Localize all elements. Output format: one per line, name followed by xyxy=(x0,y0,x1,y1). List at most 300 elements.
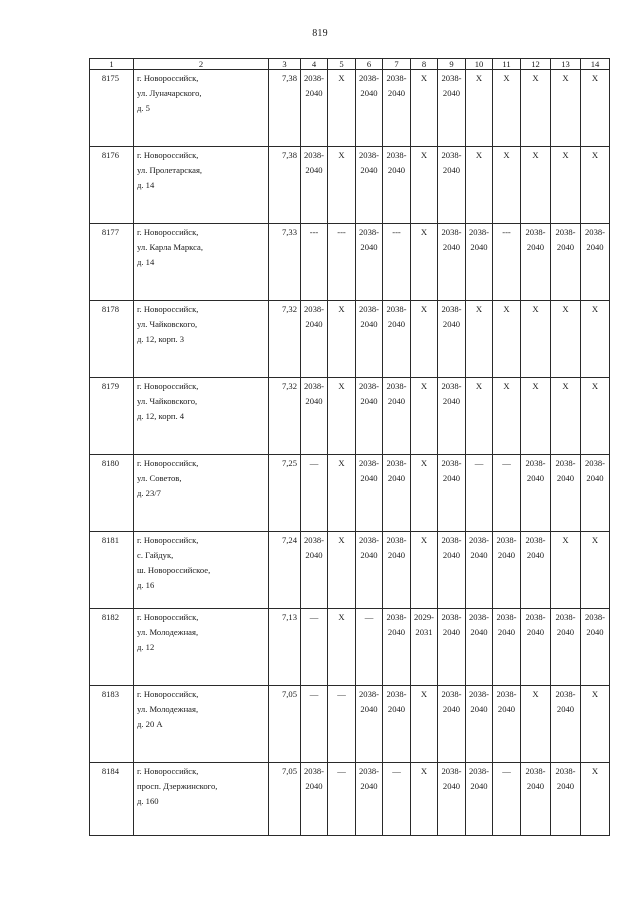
period-text: --- xyxy=(309,227,319,237)
period-cell-col-12 xyxy=(521,301,551,378)
period-text: --- xyxy=(337,227,346,237)
period-cell-col-4 xyxy=(301,686,328,763)
period-text: X xyxy=(475,381,483,391)
value-cell: 7,33 xyxy=(269,224,301,301)
period-text: 2040 xyxy=(442,319,461,329)
period-cell-col-10 xyxy=(466,609,493,686)
period-cell-col-14 xyxy=(581,763,610,836)
period-text: 2038- xyxy=(303,304,325,314)
column-header-5: 5 xyxy=(328,59,356,70)
period-text: 2040 xyxy=(526,550,545,560)
period-text: X xyxy=(532,381,539,391)
period-text: 2040 xyxy=(442,473,461,483)
row-number: 8181 xyxy=(90,532,134,609)
period-text: 2038- xyxy=(358,689,380,699)
period-cell-col-7 xyxy=(383,147,411,224)
period-text: X xyxy=(420,381,428,391)
column-header-11: 11 xyxy=(493,59,521,70)
period-cell-col-10 xyxy=(466,224,493,301)
period-text: 2038- xyxy=(303,766,325,776)
period-text: 2038- xyxy=(468,227,490,237)
period-text: X xyxy=(532,150,539,160)
period-cell-col-8 xyxy=(411,301,438,378)
address-line: г. Новороссийск, xyxy=(137,612,199,622)
period-cell-col-14 xyxy=(581,378,610,455)
period-text: X xyxy=(475,150,483,160)
period-text: 2038- xyxy=(441,73,462,83)
period-cell-col-4 xyxy=(301,224,328,301)
period-cell-col-5 xyxy=(328,686,356,763)
table-row xyxy=(90,378,610,455)
address-line: г. Новороссийск, xyxy=(137,227,199,237)
page-number: 819 xyxy=(312,28,328,39)
period-text: — xyxy=(502,458,511,468)
period-text: X xyxy=(562,535,569,545)
period-cell-col-14 xyxy=(581,532,610,609)
period-text: 2040 xyxy=(442,704,461,714)
period-text: X xyxy=(591,381,599,391)
period-text: 2038- xyxy=(496,612,517,622)
period-cell-col-10 xyxy=(466,455,493,532)
period-cell-col-13 xyxy=(551,224,581,301)
period-cell-col-8 xyxy=(411,532,438,609)
period-text: 2038- xyxy=(358,458,380,468)
table-row xyxy=(90,686,610,763)
period-cell-col-5 xyxy=(328,378,356,455)
period-cell-col-13 xyxy=(551,147,581,224)
period-cell-col-5 xyxy=(328,224,356,301)
period-text: X xyxy=(532,689,539,699)
period-cell-col-11 xyxy=(493,455,521,532)
period-cell-col-11 xyxy=(493,70,521,147)
table-row xyxy=(90,147,610,224)
period-cell-col-14 xyxy=(581,455,610,532)
period-text: 2040 xyxy=(586,242,604,252)
row-number: 8183 xyxy=(90,686,134,763)
period-text: X xyxy=(338,535,345,545)
period-text: 2038- xyxy=(441,612,462,622)
period-text: X xyxy=(338,381,345,391)
period-text: 2038- xyxy=(496,535,517,545)
period-cell-col-9 xyxy=(438,147,466,224)
address-line: г. Новороссийск, xyxy=(137,381,199,391)
address-line: ул. Пролетарская, xyxy=(137,165,203,175)
period-text: 2040 xyxy=(387,473,406,483)
address-line: г. Новороссийск, xyxy=(137,304,199,314)
period-cell-col-8 xyxy=(411,609,438,686)
period-cell-col-7 xyxy=(383,686,411,763)
column-header-6: 6 xyxy=(356,59,383,70)
address-line: д. 160 xyxy=(137,796,159,806)
period-text: X xyxy=(591,150,599,160)
address-line: ул. Карла Маркса, xyxy=(137,242,203,252)
period-text: X xyxy=(420,689,428,699)
period-text: 2040 xyxy=(305,781,323,791)
period-cell-col-4 xyxy=(301,532,328,609)
period-cell-col-7 xyxy=(383,301,411,378)
period-text: 2040 xyxy=(526,781,545,791)
period-cell-col-13 xyxy=(551,609,581,686)
period-cell-col-12 xyxy=(521,763,551,836)
table-row xyxy=(90,763,610,836)
row-number: 8175 xyxy=(90,70,134,147)
table-row xyxy=(90,301,610,378)
period-text: — xyxy=(309,458,319,468)
address-line: ул. Чайковского, xyxy=(137,396,198,406)
period-cell-col-10 xyxy=(466,147,493,224)
period-text: X xyxy=(562,304,569,314)
period-cell-col-10 xyxy=(466,301,493,378)
address-line: д. 20 А xyxy=(137,719,163,729)
period-text: 2038- xyxy=(468,689,490,699)
period-text: 2038- xyxy=(441,381,462,391)
period-text: 2040 xyxy=(556,242,575,252)
period-text: 2040 xyxy=(556,627,575,637)
period-cell-col-4 xyxy=(301,609,328,686)
register-table xyxy=(89,58,610,836)
row-number: 8178 xyxy=(90,301,134,378)
column-header-8: 8 xyxy=(411,59,438,70)
period-cell-col-7 xyxy=(383,532,411,609)
period-text: X xyxy=(562,381,569,391)
period-text: X xyxy=(338,458,345,468)
period-cell-col-4 xyxy=(301,70,328,147)
period-cell-col-12 xyxy=(521,378,551,455)
address-line: ул. Молодежная, xyxy=(137,704,199,714)
period-text: 2040 xyxy=(387,550,406,560)
period-text: 2038- xyxy=(358,535,380,545)
period-text: X xyxy=(338,150,345,160)
period-text: 2038- xyxy=(584,227,606,237)
row-number: 8179 xyxy=(90,378,134,455)
period-text: --- xyxy=(392,227,401,237)
period-text: 2038- xyxy=(555,227,576,237)
period-text: 2029- xyxy=(413,612,435,622)
value-cell: 7,38 xyxy=(269,70,301,147)
period-text: 2038- xyxy=(496,689,517,699)
period-text: 2038- xyxy=(525,612,546,622)
address-line: г. Новороссийск, xyxy=(137,689,199,699)
period-text: 2040 xyxy=(360,396,378,406)
period-text: X xyxy=(503,73,510,83)
period-text: X xyxy=(420,227,428,237)
period-cell-col-14 xyxy=(581,147,610,224)
period-cell-col-12 xyxy=(521,70,551,147)
value-cell: 7,24 xyxy=(269,532,301,609)
period-cell-col-8 xyxy=(411,378,438,455)
period-cell-col-6 xyxy=(356,455,383,532)
period-text: 2040 xyxy=(442,396,461,406)
period-text: 2038- xyxy=(386,381,407,391)
period-text: 2040 xyxy=(526,627,545,637)
period-cell-col-12 xyxy=(521,609,551,686)
period-cell-col-13 xyxy=(551,532,581,609)
period-text: 2038- xyxy=(525,766,546,776)
period-text: 2040 xyxy=(387,396,406,406)
period-text: 2038- xyxy=(386,150,407,160)
column-header-9: 9 xyxy=(438,59,466,70)
period-text: 2040 xyxy=(470,627,488,637)
period-text: 2038- xyxy=(303,73,325,83)
column-header-2: 2 xyxy=(134,59,269,70)
period-cell-col-8 xyxy=(411,224,438,301)
address-cell xyxy=(134,455,269,532)
period-text: X xyxy=(420,458,428,468)
period-cell-col-12 xyxy=(521,455,551,532)
period-text: X xyxy=(532,73,539,83)
row-number: 8184 xyxy=(90,763,134,836)
period-cell-col-7 xyxy=(383,609,411,686)
period-cell-col-4 xyxy=(301,301,328,378)
period-cell-col-5 xyxy=(328,301,356,378)
address-cell xyxy=(134,378,269,455)
table-body xyxy=(90,70,610,836)
period-cell-col-11 xyxy=(493,532,521,609)
period-text: 2038- xyxy=(555,689,576,699)
period-cell-col-6 xyxy=(356,70,383,147)
period-text: 2038- xyxy=(441,304,462,314)
period-cell-col-11 xyxy=(493,224,521,301)
period-cell-col-13 xyxy=(551,378,581,455)
address-line: д. 23/7 xyxy=(137,488,161,498)
period-text: 2040 xyxy=(387,627,406,637)
period-text: 2040 xyxy=(586,473,604,483)
period-text: X xyxy=(591,689,599,699)
period-text: X xyxy=(562,73,569,83)
period-cell-col-6 xyxy=(356,147,383,224)
period-text: X xyxy=(591,766,599,776)
column-header-14: 14 xyxy=(581,59,610,70)
address-line: ул. Луначарского, xyxy=(137,88,202,98)
period-cell-col-7 xyxy=(383,763,411,836)
period-cell-col-4 xyxy=(301,378,328,455)
period-text: 2040 xyxy=(360,319,378,329)
period-cell-col-12 xyxy=(521,686,551,763)
period-text: X xyxy=(503,381,510,391)
period-cell-col-11 xyxy=(493,609,521,686)
row-number: 8176 xyxy=(90,147,134,224)
period-text: 2040 xyxy=(442,781,461,791)
period-text: --- xyxy=(502,227,511,237)
period-text: 2038- xyxy=(525,458,546,468)
address-cell xyxy=(134,763,269,836)
period-cell-col-10 xyxy=(466,763,493,836)
period-text: 2038- xyxy=(303,150,325,160)
address-line: г. Новороссийск, xyxy=(137,535,199,545)
period-cell-col-12 xyxy=(521,147,551,224)
period-cell-col-12 xyxy=(521,224,551,301)
address-cell xyxy=(134,686,269,763)
column-header-3: 3 xyxy=(269,59,301,70)
period-text: 2040 xyxy=(470,704,488,714)
period-cell-col-14 xyxy=(581,301,610,378)
address-line: д. 12 xyxy=(137,642,155,652)
period-text: 2038- xyxy=(441,227,462,237)
period-cell-col-7 xyxy=(383,455,411,532)
table-row xyxy=(90,224,610,301)
period-cell-col-8 xyxy=(411,686,438,763)
period-text: 2040 xyxy=(305,165,323,175)
address-line: ул. Молодежная, xyxy=(137,627,199,637)
period-text: 2038- xyxy=(441,150,462,160)
period-cell-col-9 xyxy=(438,455,466,532)
period-cell-col-5 xyxy=(328,70,356,147)
period-cell-col-4 xyxy=(301,763,328,836)
period-text: X xyxy=(532,304,539,314)
address-cell xyxy=(134,70,269,147)
address-line: ул. Советов, xyxy=(137,473,182,483)
period-text: 2038- xyxy=(358,304,380,314)
row-number: 8177 xyxy=(90,224,134,301)
period-cell-col-5 xyxy=(328,455,356,532)
period-cell-col-8 xyxy=(411,763,438,836)
period-cell-col-11 xyxy=(493,147,521,224)
address-line: д. 5 xyxy=(137,103,150,113)
period-text: X xyxy=(591,535,599,545)
period-text: 2038- xyxy=(441,458,462,468)
period-text: 2038- xyxy=(386,73,407,83)
period-text: 2040 xyxy=(442,242,461,252)
period-cell-col-6 xyxy=(356,224,383,301)
period-cell-col-6 xyxy=(356,301,383,378)
period-text: 2040 xyxy=(360,165,378,175)
period-text: 2040 xyxy=(497,550,516,560)
period-cell-col-12 xyxy=(521,532,551,609)
period-cell-col-9 xyxy=(438,686,466,763)
period-text: 2040 xyxy=(526,473,545,483)
period-text: 2040 xyxy=(556,781,575,791)
period-cell-col-10 xyxy=(466,378,493,455)
period-cell-col-5 xyxy=(328,609,356,686)
period-cell-col-7 xyxy=(383,378,411,455)
period-text: 2038- xyxy=(584,458,606,468)
period-cell-col-13 xyxy=(551,301,581,378)
period-text: 2038- xyxy=(468,535,490,545)
period-text: 2040 xyxy=(387,165,406,175)
period-cell-col-4 xyxy=(301,455,328,532)
period-cell-col-6 xyxy=(356,686,383,763)
address-line: г. Новороссийск, xyxy=(137,458,199,468)
period-text: 2040 xyxy=(556,704,575,714)
period-cell-col-13 xyxy=(551,686,581,763)
period-text: 2040 xyxy=(470,242,488,252)
period-text: 2040 xyxy=(442,165,461,175)
value-cell: 7,05 xyxy=(269,686,301,763)
period-text: 2040 xyxy=(442,88,461,98)
period-text: 2040 xyxy=(305,396,323,406)
period-text: 2040 xyxy=(442,627,461,637)
row-number: 8180 xyxy=(90,455,134,532)
address-line: ш. Новороссийское, xyxy=(137,565,211,575)
period-text: 2038- xyxy=(386,535,407,545)
address-line: г. Новороссийск, xyxy=(137,73,199,83)
period-cell-col-14 xyxy=(581,224,610,301)
period-cell-col-6 xyxy=(356,378,383,455)
period-text: 2040 xyxy=(586,627,604,637)
period-text: 2040 xyxy=(387,88,406,98)
period-cell-col-13 xyxy=(551,763,581,836)
table-header-row xyxy=(90,59,610,70)
period-cell-col-6 xyxy=(356,609,383,686)
address-cell xyxy=(134,147,269,224)
period-cell-col-10 xyxy=(466,686,493,763)
period-text: 2038- xyxy=(303,535,325,545)
period-cell-col-4 xyxy=(301,147,328,224)
period-cell-col-11 xyxy=(493,301,521,378)
period-text: — xyxy=(474,458,484,468)
period-text: X xyxy=(420,150,428,160)
period-text: 2038- xyxy=(468,612,490,622)
period-text: X xyxy=(338,612,345,622)
period-text: X xyxy=(420,73,428,83)
period-cell-col-9 xyxy=(438,532,466,609)
period-text: 2038- xyxy=(358,766,380,776)
period-text: X xyxy=(591,73,599,83)
period-text: — xyxy=(392,766,401,776)
period-text: 2038- xyxy=(555,612,576,622)
period-text: X xyxy=(503,150,510,160)
period-text: X xyxy=(475,73,483,83)
period-cell-col-5 xyxy=(328,763,356,836)
address-cell xyxy=(134,301,269,378)
period-text: 2038- xyxy=(358,227,380,237)
period-cell-col-13 xyxy=(551,455,581,532)
period-cell-col-9 xyxy=(438,763,466,836)
period-text: 2038- xyxy=(303,381,325,391)
period-cell-col-14 xyxy=(581,70,610,147)
table-row xyxy=(90,70,610,147)
period-cell-col-5 xyxy=(328,147,356,224)
period-cell-col-9 xyxy=(438,378,466,455)
period-cell-col-8 xyxy=(411,70,438,147)
period-text: 2038- xyxy=(441,689,462,699)
address-line: д. 14 xyxy=(137,180,155,190)
address-cell xyxy=(134,224,269,301)
period-text: 2040 xyxy=(442,550,461,560)
period-text: X xyxy=(475,304,483,314)
period-cell-col-14 xyxy=(581,686,610,763)
period-text: X xyxy=(338,73,345,83)
period-text: 2031 xyxy=(415,627,433,637)
period-text: 2040 xyxy=(360,88,378,98)
address-line: д. 12, корп. 4 xyxy=(137,411,185,421)
period-cell-col-9 xyxy=(438,301,466,378)
period-text: 2038- xyxy=(525,227,546,237)
period-text: X xyxy=(338,304,345,314)
period-text: 2038- xyxy=(525,535,546,545)
period-text: 2040 xyxy=(556,473,575,483)
period-cell-col-10 xyxy=(466,70,493,147)
column-header-1: 1 xyxy=(90,59,134,70)
period-cell-col-5 xyxy=(328,532,356,609)
period-text: — xyxy=(502,766,511,776)
period-text: 2038- xyxy=(358,150,380,160)
period-text: — xyxy=(364,612,374,622)
period-text: 2038- xyxy=(468,766,490,776)
period-text: X xyxy=(503,304,510,314)
period-text: 2040 xyxy=(497,704,516,714)
address-line: г. Новороссийск, xyxy=(137,150,199,160)
period-text: 2038- xyxy=(584,612,606,622)
period-text: X xyxy=(420,304,428,314)
period-cell-col-9 xyxy=(438,609,466,686)
period-text: 2040 xyxy=(305,88,323,98)
period-cell-col-13 xyxy=(551,70,581,147)
period-text: 2038- xyxy=(358,381,380,391)
period-text: 2038- xyxy=(555,458,576,468)
column-header-4: 4 xyxy=(301,59,328,70)
period-text: 2040 xyxy=(305,550,323,560)
